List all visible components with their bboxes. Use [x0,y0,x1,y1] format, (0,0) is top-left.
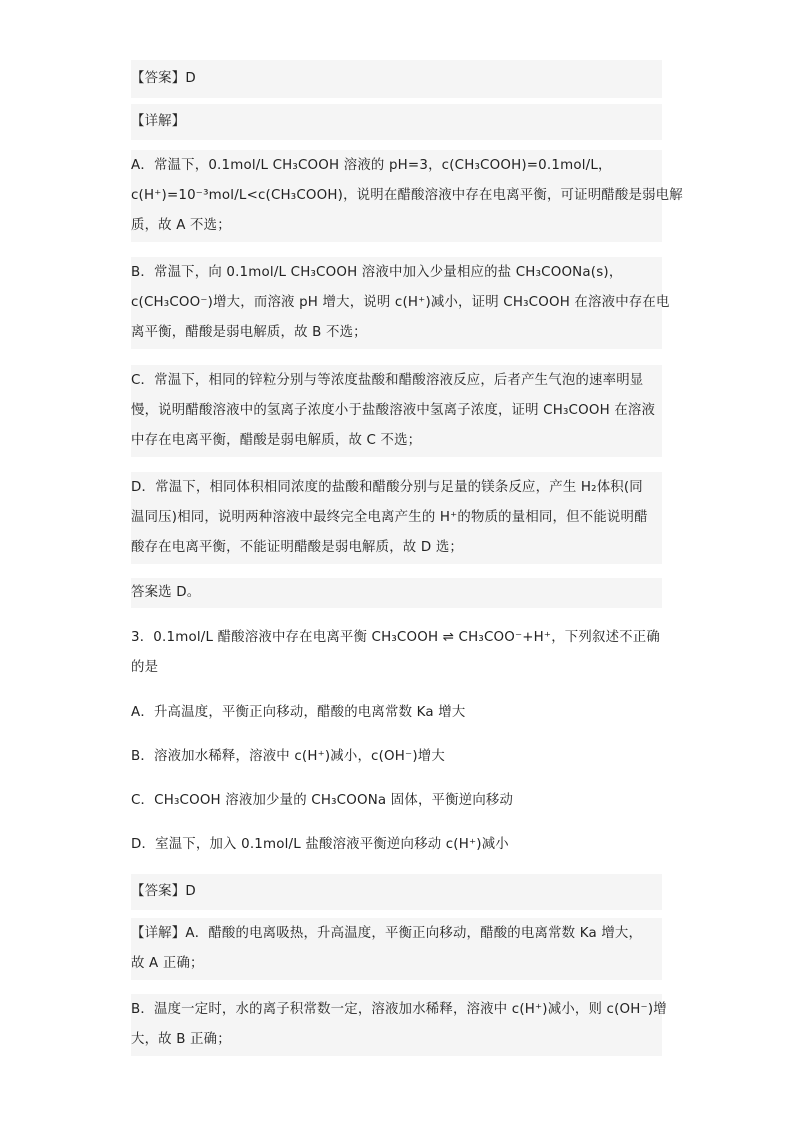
text-line: 慢，说明醋酸溶液中的氢离子浓度小于盐酸溶液中氢离子浓度，证明 CH₃COOH 在溶液 [131,403,656,418]
paragraph-detail2 [131,918,662,980]
text-line: A．常温下，0.1mol/L CH₃COOH 溶液的 pH=3，c(CH₃COOH)=0.1mol/L， [131,158,612,173]
text-line: 酸存在电离平衡，不能证明醋酸是弱电解质，故 D 选； [131,540,464,555]
text-line: 【答案】D [131,71,196,86]
text-line: B．溶液加水稀释，溶液中 c(H⁺)减小，c(OH⁻)增大 [131,749,445,764]
paragraph-detail2B [131,994,667,1056]
paragraph-detail1 [131,104,662,140]
paragraph-answer1 [131,60,662,98]
text-line: 大，故 B 正确； [131,1032,231,1047]
paragraph-optA [131,150,683,242]
text-line: B．常温下，向 0.1mol/L CH₃COOH 溶液中加入少量相应的盐 CH₃COONa(s)， [131,265,623,280]
text-line: 的是 [131,660,159,675]
paragraph-q3D [131,830,662,860]
paragraph-q3B [131,742,662,772]
text-line: 故 A 正确； [131,956,204,971]
text-line: C．常温下，相同的锌粒分别与等浓度盐酸和醋酸溶液反应，后者产生气泡的速率明显 [131,373,644,388]
text-line: B．温度一定时，水的离子积常数一定，溶液加水稀释，溶液中 c(H⁺)减小，则 c(OH⁻)增 [131,1002,667,1017]
text-line: 【详解】 [131,114,186,129]
text-line: 质，故 A 不选； [131,218,231,233]
text-line: c(H⁺)=10⁻³mol/L<c(CH₃COOH)，说明在醋酸溶液中存在电离平衡，可证明醋酸是弱电解 [131,188,683,203]
text-line: 【详解】A．醋酸的电离吸热，升高温度，平衡正向移动，醋酸的电离常数 Ka 增大， [131,926,643,941]
text-line: 3．0.1mol/L 醋酸溶液中存在电离平衡 CH₃COOH ⇌ CH₃COO⁻+H⁺，下列叙述不正确 [131,630,660,645]
text-line: A．升高温度，平衡正向移动，醋酸的电离常数 Ka 增大 [131,705,466,720]
text-line: 【答案】D [131,884,196,899]
text-line: 离平衡，醋酸是弱电解质，故 B 不选； [131,325,367,340]
paragraph-q3 [131,622,662,684]
text-line: 答案选 D。 [131,585,201,600]
paragraph-optC [131,365,662,457]
text-line: C．CH₃COOH 溶液加少量的 CH₃COONa 固体，平衡逆向移动 [131,793,514,808]
text-line: c(CH₃COO⁻)增大，而溶液 pH 增大，说明 c(H⁺)减小，证明 CH₃COOH 在溶液中存在电 [131,295,670,310]
paragraph-q3C [131,786,662,816]
paragraph-summary [131,578,662,608]
text-line: D．室温下，加入 0.1mol/L 盐酸溶液平衡逆向移动 c(H⁺)减小 [131,837,509,852]
text-line: D．常温下，相同体积相同浓度的盐酸和醋酸分别与足量的镁条反应，产生 H₂体积(同 [131,480,643,495]
paragraph-q3A [131,698,662,728]
paragraph-optB [131,257,670,349]
paragraph-answer2 [131,874,662,910]
text-line: 温同压)相同，说明两种溶液中最终完全电离产生的 H⁺的物质的量相同，但不能说明醋 [131,510,648,525]
paragraph-optD [131,472,662,564]
text-line: 中存在电离平衡，醋酸是弱电解质，故 C 不选； [131,433,422,448]
